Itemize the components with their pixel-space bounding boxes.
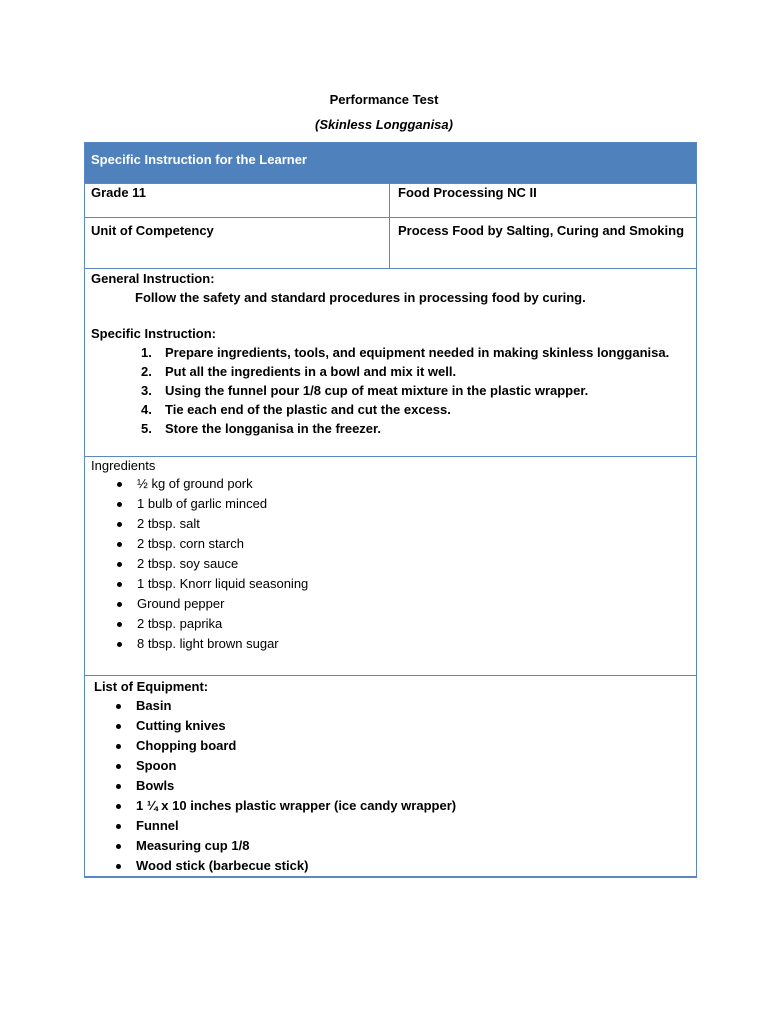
step-item: 5. Store the longganisa in the freezer. xyxy=(141,421,381,436)
bullet-icon xyxy=(117,622,122,627)
bullet-icon xyxy=(116,824,121,829)
instructions-cell xyxy=(85,269,696,457)
bullet-icon xyxy=(117,562,122,567)
bullet-icon xyxy=(116,864,121,869)
bullet-icon xyxy=(117,502,122,507)
equipment-item: Spoon xyxy=(94,756,696,776)
equipment-item: Wood stick (barbecue stick) xyxy=(94,856,696,876)
bullet-icon xyxy=(116,704,121,709)
equipment-list xyxy=(94,696,696,876)
bullet-icon xyxy=(117,522,122,527)
ingredient-item: 2 tbsp. corn starch xyxy=(91,534,696,554)
ingredient-item: 2 tbsp. soy sauce xyxy=(91,554,696,574)
ingredient-item: Ground pepper xyxy=(91,594,696,614)
specific-instruction-label: Specific Instruction: xyxy=(91,326,216,341)
equipment-item: Basin xyxy=(94,696,696,716)
step-item: 1. Prepare ingredients, tools, and equipment needed in making skinless longganisa. xyxy=(141,345,670,360)
ingredient-item: 2 tbsp. salt xyxy=(91,514,696,534)
general-instruction-label: General Instruction: xyxy=(91,271,215,286)
ingredients-label: Ingredients xyxy=(91,458,156,473)
bullet-icon xyxy=(116,804,121,809)
ingredient-item: 8 tbsp. light brown sugar xyxy=(91,634,696,654)
equipment-item: Funnel xyxy=(94,816,696,836)
unit-row xyxy=(85,218,696,269)
bullet-icon xyxy=(116,724,121,729)
equipment-item: Cutting knives xyxy=(94,716,696,736)
ingredients-cell xyxy=(85,457,696,676)
equipment-item: Bowls xyxy=(94,776,696,796)
steps-list xyxy=(91,343,696,438)
step-item: 2. Put all the ingredients in a bowl and mix it well. xyxy=(141,364,457,379)
unit-value: Process Food by Salting, Curing and Smoking xyxy=(398,223,685,238)
unit-label: Unit of Competency xyxy=(85,218,390,268)
bullet-icon xyxy=(117,482,122,487)
ingredient-item: 1 tbsp. Knorr liquid seasoning xyxy=(91,574,696,594)
equipment-item: Measuring cup 1/8 xyxy=(94,836,696,856)
instruction-table xyxy=(84,142,697,878)
bullet-icon xyxy=(117,642,122,647)
bullet-icon xyxy=(116,784,121,789)
step-item: 4. Tie each end of the plastic and cut the excess. xyxy=(141,402,451,417)
qualification-cell: Food Processing NC II xyxy=(398,185,537,200)
ingredients-list xyxy=(91,474,696,654)
equipment-cell xyxy=(85,677,696,877)
equipment-item: 1 ¼ x 10 inches plastic wrapper (ice candy wrapper) xyxy=(94,796,696,816)
equipment-item: Chopping board xyxy=(94,736,696,756)
bullet-icon xyxy=(116,764,121,769)
bullet-icon xyxy=(116,844,121,849)
document-subtitle: (Skinless Longganisa) xyxy=(315,117,453,132)
equipment-label: List of Equipment: xyxy=(94,679,209,694)
ingredient-item: 1 bulb of garlic minced xyxy=(91,494,696,514)
general-instruction-text: Follow the safety and standard procedures in processing food by curing. xyxy=(135,290,586,305)
bullet-icon xyxy=(117,602,122,607)
ingredient-item: 2 tbsp. paprika xyxy=(91,614,696,634)
grade-cell: Grade 11 xyxy=(85,184,390,217)
bullet-icon xyxy=(117,582,122,587)
ingredient-item: ½ kg of ground pork xyxy=(91,474,696,494)
bullet-icon xyxy=(117,542,122,547)
step-item: 3. Using the funnel pour 1/8 cup of meat mixture in the plastic wrapper. xyxy=(141,383,589,398)
document-title: Performance Test xyxy=(329,92,439,107)
table-header: Specific Instruction for the Learner xyxy=(85,143,696,184)
grade-row xyxy=(85,184,696,218)
bullet-icon xyxy=(116,744,121,749)
